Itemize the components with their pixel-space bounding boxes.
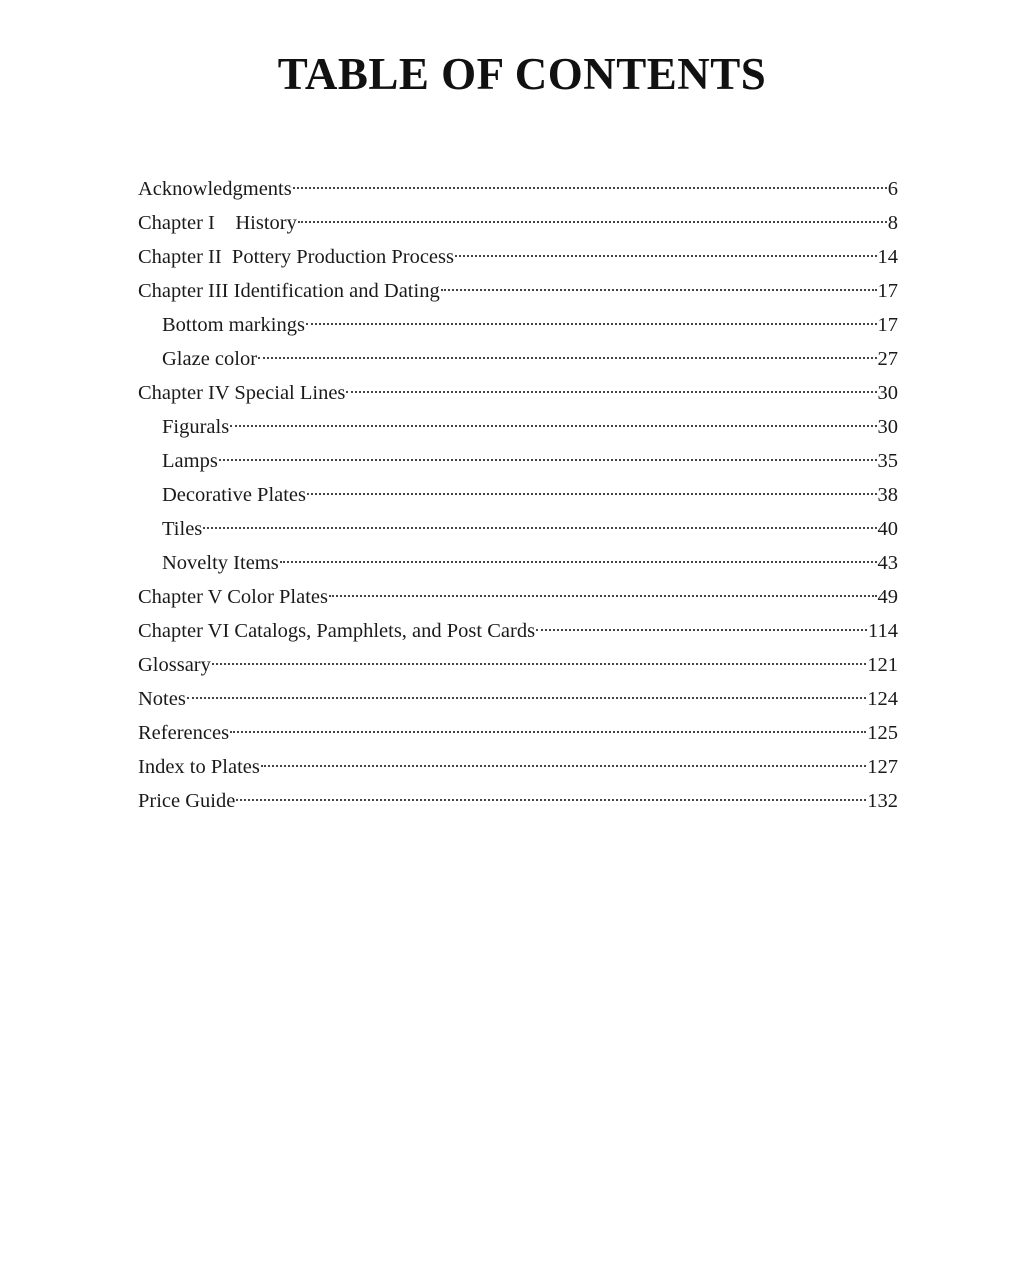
toc-entry [138, 580, 898, 614]
table-of-contents [138, 172, 898, 818]
toc-entry-label: Chapter II Pottery Production Process [138, 246, 454, 268]
toc-entry-label: Decorative Plates [162, 484, 307, 506]
dot-leader [261, 764, 866, 767]
dot-leader [293, 186, 887, 189]
dot-leader [203, 526, 876, 529]
toc-entry-page-number: 132 [867, 790, 898, 812]
toc-entry [138, 648, 898, 682]
toc-entry-label: Lamps [162, 450, 218, 472]
toc-entry-label: Price Guide [138, 790, 236, 812]
toc-entry-page-number: 30 [877, 416, 898, 438]
toc-entry-label: Acknowledgments [138, 178, 292, 200]
toc-entry-page-number: 121 [867, 654, 898, 676]
toc-entry-page-number: 114 [868, 620, 898, 642]
toc-entry [138, 342, 898, 376]
dot-leader [455, 254, 877, 257]
toc-entry-label: Chapter VI Catalogs, Pamphlets, and Post Cards [138, 620, 536, 642]
toc-entry [138, 512, 898, 546]
toc-entry [138, 410, 898, 444]
toc-entry-label: Tiles [162, 518, 203, 540]
toc-entry-page-number: 27 [877, 348, 898, 370]
page-title: TABLE OF CONTENTS [277, 49, 767, 100]
dot-leader [307, 492, 876, 495]
toc-entry-page-number: 30 [877, 382, 898, 404]
toc-entry [138, 240, 898, 274]
dot-leader [306, 322, 877, 325]
toc-entry [138, 308, 898, 342]
dot-leader [236, 798, 866, 801]
toc-entry-page-number: 14 [877, 246, 898, 268]
toc-entry-label: Chapter IV Special Lines [138, 382, 346, 404]
toc-entry [138, 274, 898, 308]
dot-leader [298, 220, 887, 223]
toc-entry [138, 478, 898, 512]
toc-entry-page-number: 35 [877, 450, 898, 472]
toc-entry-label: Chapter V Color Plates [138, 586, 328, 608]
toc-entry-label: References [138, 722, 230, 744]
toc-entry [138, 172, 898, 206]
toc-entry-page-number: 49 [877, 586, 898, 608]
toc-entry-label: Figurals [162, 416, 230, 438]
dot-leader [230, 424, 876, 427]
toc-entry [138, 716, 898, 750]
toc-entry-label: Chapter III Identification and Dating [138, 280, 440, 302]
toc-entry-page-number: 127 [867, 756, 898, 778]
toc-entry [138, 546, 898, 580]
dot-leader [441, 288, 877, 291]
toc-entry [138, 614, 898, 648]
dot-leader [536, 628, 867, 631]
toc-entry-page-number: 17 [877, 280, 898, 302]
toc-entry-page-number: 6 [887, 178, 898, 200]
toc-entry-label: Glossary [138, 654, 211, 676]
toc-entry [138, 206, 898, 240]
toc-entry-page-number: 125 [867, 722, 898, 744]
toc-entry [138, 784, 898, 818]
dot-leader [346, 390, 876, 393]
toc-entry-label: Glaze color [162, 348, 258, 370]
toc-entry-page-number: 8 [887, 212, 898, 234]
dot-leader [212, 662, 866, 665]
toc-entry-label: Chapter I History [138, 212, 297, 234]
dot-leader [187, 696, 866, 699]
toc-entry-label: Notes [138, 688, 186, 710]
toc-entry-page-number: 38 [877, 484, 898, 506]
dot-leader [219, 458, 877, 461]
dot-leader [329, 594, 877, 597]
toc-entry-page-number: 40 [877, 518, 898, 540]
toc-entry [138, 750, 898, 784]
toc-entry-label: Novelty Items [162, 552, 279, 574]
toc-entry [138, 444, 898, 478]
dot-leader [258, 356, 876, 359]
toc-entry [138, 682, 898, 716]
toc-entry-label: Index to Plates [138, 756, 260, 778]
toc-entry [138, 376, 898, 410]
toc-entry-page-number: 43 [877, 552, 898, 574]
dot-leader [280, 560, 877, 563]
toc-entry-label: Bottom markings [162, 314, 305, 336]
dot-leader [230, 730, 866, 733]
toc-entry-page-number: 124 [867, 688, 898, 710]
toc-entry-page-number: 17 [877, 314, 898, 336]
